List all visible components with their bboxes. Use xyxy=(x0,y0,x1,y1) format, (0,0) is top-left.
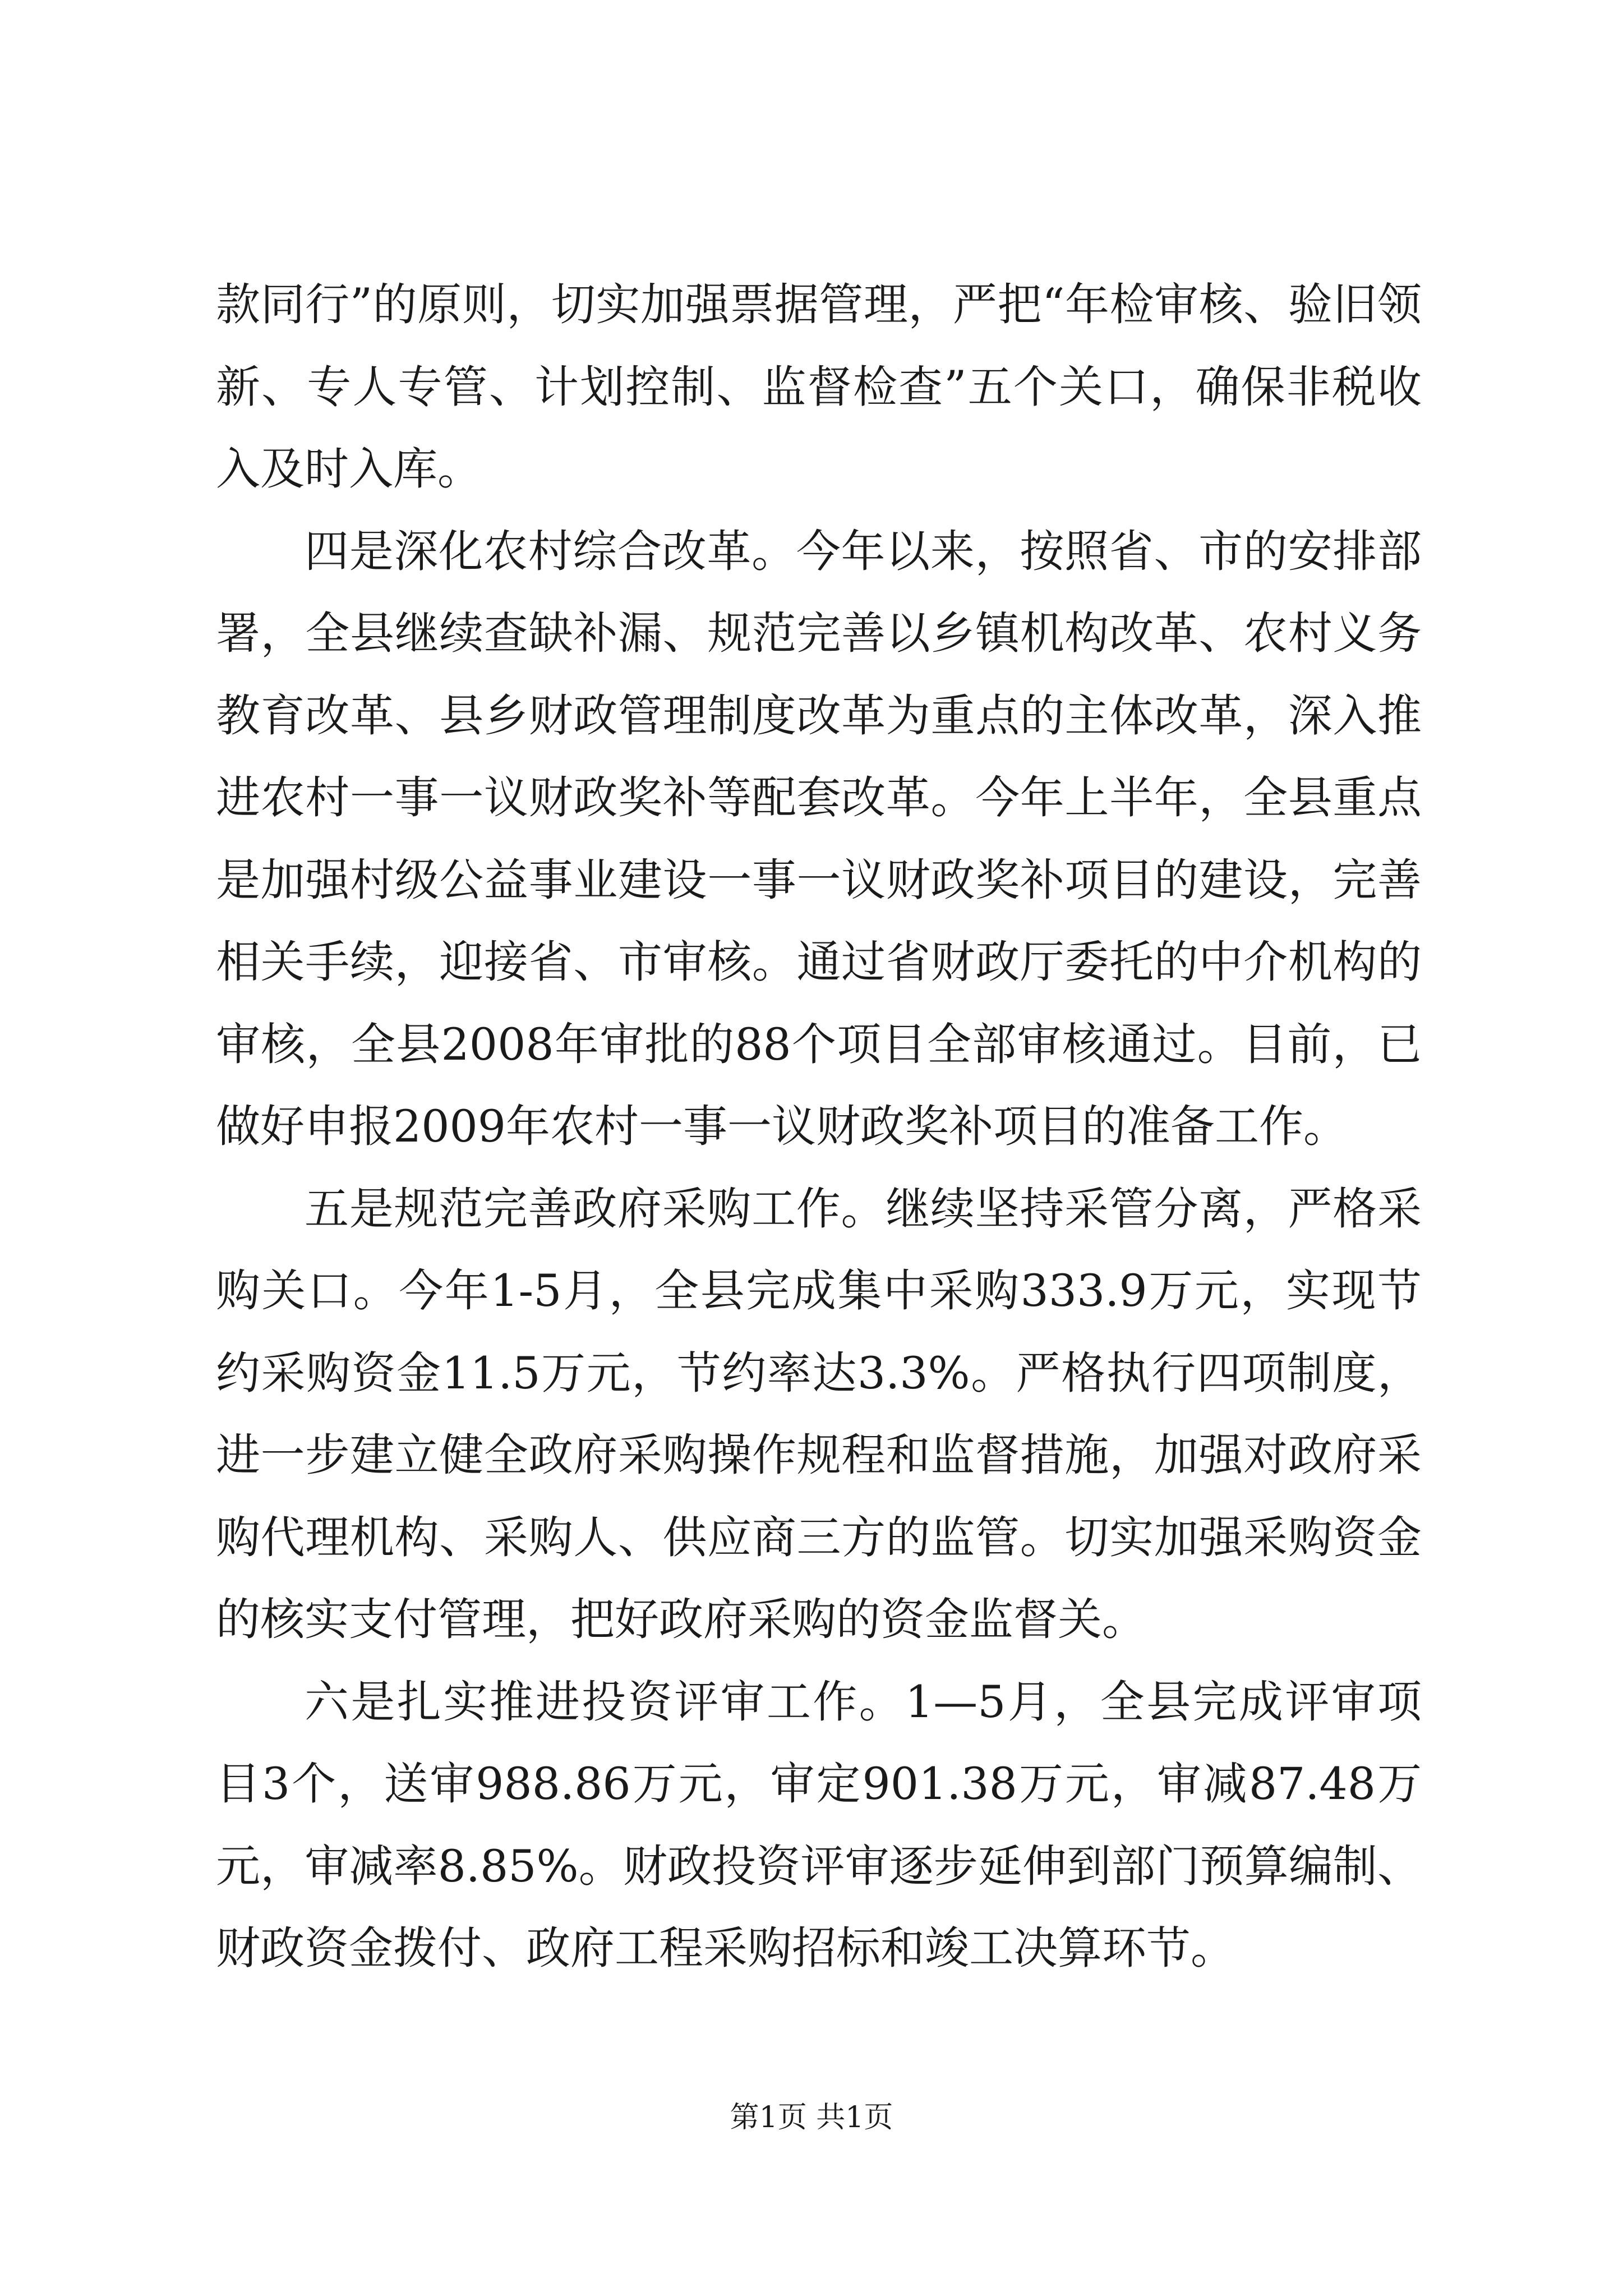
paragraph-1: 款同行”的原则，切实加强票据管理，严把“年检审核、验旧领新、专人专管、计划控制、监督检查”五个关口，确保非税收入及时入库。 xyxy=(216,279,1422,495)
paragraph-2: 四是深化农村综合改革。今年以来，按照省、市的安排部署，全县继续查缺补漏、规范完善以乡镇机构改革、农村义务教育改革、县乡财政管理制度改革为重点的主体改革，深入推进农村一事一议财政奖补等配套改革。今年上半年，全县重点是加强村级公益事业建设一事一议财政奖补项目的建设，完善相关手续，迎接省、市审核。通过省财政厅委托的中介机构的审核，全县2008年审批的88个项目全部审核通过。目前，已做好申报2009年农村一事一议财政奖补项目的准备工作。 xyxy=(216,525,1422,1152)
paragraph-4: 六是扎实推进投资评审工作。1—5月，全县完成评审项目3个，送审988.86万元，审定901.38万元，审减87.48万元，审减率8.85%。财政投资评审逐步延伸到部门预算编制、财政资金拨付、政府工程采购招标和竣工决算环节。 xyxy=(216,1676,1422,1974)
document-body xyxy=(216,264,1422,1990)
page-footer: 第1页 共1页 xyxy=(730,2101,893,2134)
paragraph-3: 五是规范完善政府采购工作。继续坚持采管分离，严格采购关口。今年1-5月，全县完成集中采购333.9万元，实现节约采购资金11.5万元，节约率达3.3%。严格执行四项制度，进一步建立健全政府采购操作规程和监督措施，加强对政府采购代理机构、采购人、供应商三方的监管。切实加强采购资金的核实支付管理，把好政府采购的资金监督关。 xyxy=(216,1182,1422,1645)
